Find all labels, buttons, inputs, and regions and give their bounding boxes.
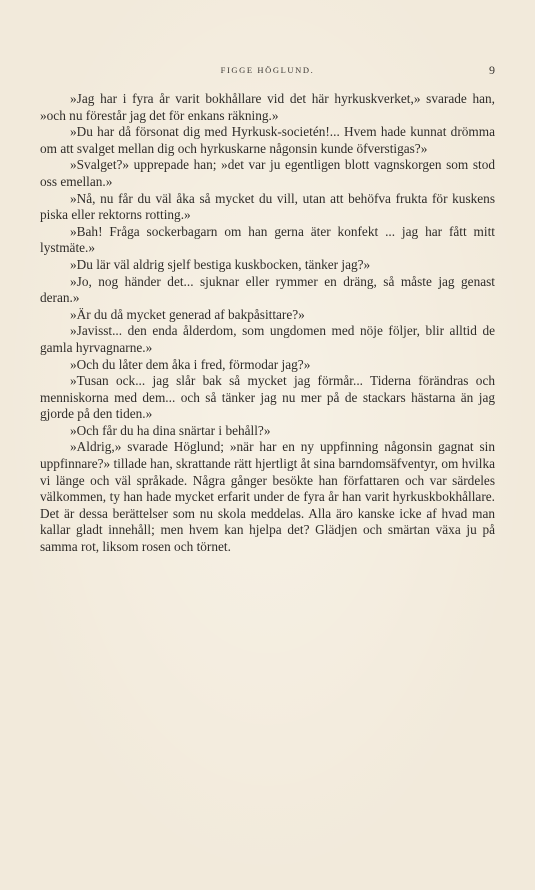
running-head	[40, 63, 495, 77]
page-number: 9	[489, 63, 495, 77]
paragraph-2: »Du har då försonat dig med Hyrkusk-societén!... Hvem hade kunnat drömma om att svalget mellan dig och hyrkuskarne någonsin kunde öfverstigas?»	[40, 124, 495, 156]
paragraph-1: »Jag har i fyra år varit bokhållare vid det här hyrkuskverket,» svarade han, »och nu förestår jag det för enkans räkning.»	[40, 91, 495, 123]
paragraph-7: »Jo, nog händer det... sjuknar eller rymmer en dräng, så måste jag genast deran.»	[40, 273, 495, 306]
paragraph-5: »Bah! Fråga sockerbagarn om han gerna äter konfekt ... jag har fått mitt lystmäte.»	[40, 223, 495, 256]
paragraph-6: »Du lär väl aldrig sjelf bestiga kuskbocken, tänker jag?»	[70, 256, 371, 272]
paragraph-8: »Är du då mycket generad af bakpåsittare?»	[70, 306, 305, 322]
paragraph-10: »Och du låter dem åka i fred, förmodar jag?»	[70, 356, 311, 372]
paragraph-12: »Och får du ha dina snärtar i behåll?»	[70, 422, 271, 438]
paragraph-3: »Svalget?» upprepade han; »det var ju egentligen blott vagnskorgen som stod oss emellan.»	[40, 157, 495, 189]
body-text	[40, 91, 495, 556]
paragraph-9: »Javisst... den enda ålderdom, som ungdomen med nöje följer, blir alltid de gamla hyrvagnarne.»	[40, 323, 495, 355]
paragraph-4: »Nå, nu får du väl åka så mycket du vill, utan att behöfva frukta för kuskens piska eller rektorns rotting.»	[40, 190, 495, 223]
paragraph-11: »Tusan ock... jag slår bak så mycket jag förmår... Tiderna förändras och menniskorna med dem... och så tänker jag nu mer på de stackars hästarna än jag gjorde på den tiden.»	[40, 373, 495, 422]
paragraph-13: »Aldrig,» svarade Höglund; »när har en ny uppfinning någonsin gagnat sin uppfinnare?» tillade han, skrattande rätt hjertligt åt sina barndomsäfventyr, om hvilka vi länge och väl språkade. Några gånger besökte han författaren och var särdeles välkommen, ty han hade mycket erfarit under de fyra år han varit hyrkuskbokhållare. Det är dessa berättelser som nu skola meddelas. Alla äro kanske icke af hvad man kallar gladt innehåll; men hvem kan hjelpa det? Glädjen och smärtan växa ju på samma rot, liksom rosen och törnet.	[40, 439, 495, 555]
running-title: FIGGE HÖGLUND.	[220, 65, 315, 75]
